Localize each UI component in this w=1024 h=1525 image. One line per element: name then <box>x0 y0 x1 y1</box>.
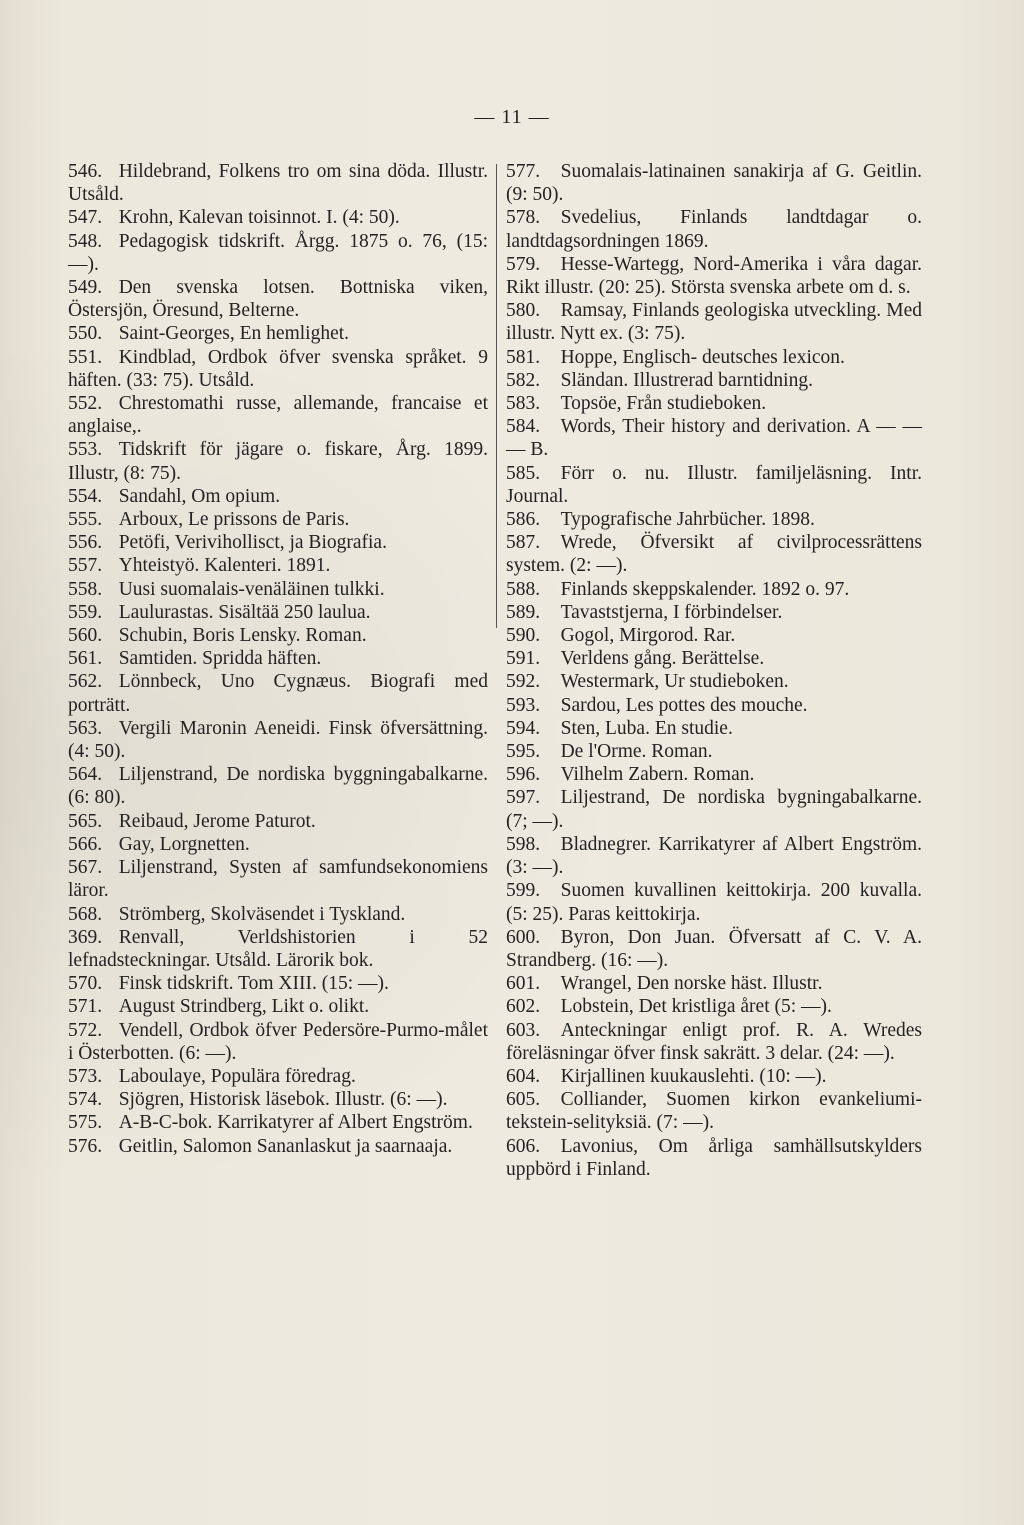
catalog-entry <box>68 670 488 716</box>
entry-number: 605. <box>506 1089 541 1111</box>
entry-text: Krohn, Kalevan toisinnot. I. (4: 50). <box>118 207 400 229</box>
catalog-entry <box>506 1019 922 1065</box>
entry-number: 553. <box>68 439 103 461</box>
entry-text: Reibaud, Jerome Paturot. <box>118 810 316 832</box>
catalog-entry <box>68 1019 488 1065</box>
entry-text: Vendell, Ordbok öfver Pedersöre-Purmo-målet i Österbotten. (6: —). <box>68 1019 488 1064</box>
catalog-entry <box>506 717 922 740</box>
entry-text: Vergili Maronin Aeneidi. Finsk öfversättning. (4: 50). <box>68 717 488 763</box>
entry-number: 556. <box>68 532 103 554</box>
catalog-entry <box>506 160 922 206</box>
entry-number: 581. <box>506 346 541 368</box>
entry-number: 601. <box>506 973 541 995</box>
entry-number: 582. <box>506 369 541 391</box>
entry-text: Byron, Don Juan. Öfversatt af C. V. A. Strandberg. (16: —). <box>506 926 922 971</box>
catalog-entry <box>506 253 922 299</box>
catalog-entry <box>506 1088 922 1134</box>
catalog-entry <box>68 346 488 392</box>
entry-number: 585. <box>506 462 541 484</box>
entry-text: Anteckningar enligt prof. R. A. Wredes föreläsningar öfver finsk sakrätt. 3 delar. (24: —). <box>506 1019 922 1064</box>
entry-text: Yhteistyö. Kalenteri. 1891. <box>118 555 331 577</box>
entry-number: 592. <box>506 671 541 693</box>
entry-text: Words, Their history and derivation. A — — — B. <box>506 416 922 461</box>
entry-text: Westermark, Ur studieboken. <box>560 671 789 693</box>
entry-text: Finsk tidskrift. Tom XIII. (15: —). <box>118 973 389 995</box>
entry-text: Arboux, Le prissons de Paris. <box>118 509 350 531</box>
catalog-entry <box>68 972 488 995</box>
catalog-entry <box>506 1065 922 1088</box>
right-column <box>506 160 922 1181</box>
entry-text: Liljenstrand, De nordiska byggningabalkarne. (6: 80). <box>68 764 488 809</box>
entry-number: 561. <box>68 648 103 670</box>
catalog-entry <box>506 972 922 995</box>
entry-number: 548. <box>68 230 103 252</box>
catalog-entry <box>68 578 488 601</box>
catalog-entry <box>506 299 922 345</box>
entry-number: 552. <box>68 393 103 415</box>
entry-text: Sjögren, Historisk läsebok. Illustr. (6: —). <box>118 1089 448 1111</box>
entry-number: 588. <box>506 578 541 600</box>
entry-number: 602. <box>506 996 541 1018</box>
entry-number: 574. <box>68 1089 103 1111</box>
entry-text: Hoppe, Englisch- deutsches lexicon. <box>560 346 845 368</box>
catalog-entry <box>68 206 488 229</box>
catalog-entry <box>506 392 922 415</box>
entry-number: 578. <box>506 207 541 229</box>
entry-number: 570. <box>68 973 103 995</box>
catalog-entry <box>506 763 922 786</box>
entry-number: 549. <box>68 277 103 299</box>
entry-text: Suomen kuvallinen keittokirja. 200 kuvalla. (5: 25). Paras keittokirja. <box>506 880 922 925</box>
entry-text: Saint-Georges, En hemlighet. <box>118 323 350 345</box>
entry-number: 555. <box>68 509 103 531</box>
entry-number: 554. <box>68 485 103 507</box>
entry-number: 576. <box>68 1135 103 1157</box>
entry-number: 586. <box>506 509 541 531</box>
catalog-entry <box>68 601 488 624</box>
entry-number: 597. <box>506 787 541 809</box>
entry-number: 572. <box>68 1019 103 1041</box>
entry-number: 579. <box>506 253 541 275</box>
entry-number: 566. <box>68 833 103 855</box>
catalog-entry <box>68 276 488 322</box>
entry-text: Samtiden. Spridda häften. <box>118 648 322 670</box>
entry-text: Lavonius, Om årliga samhällsutskylders uppbörd i Finland. <box>506 1135 922 1180</box>
entry-text: Förr o. nu. Illustr. familjeläsning. Intr. Journal. <box>506 462 922 507</box>
entry-number: 568. <box>68 903 103 925</box>
catalog-entry <box>68 392 488 438</box>
entry-text: Typografische Jahrbücher. 1898. <box>560 509 815 531</box>
catalog-entry <box>506 670 922 693</box>
catalog-entry <box>68 322 488 345</box>
entry-text: Gay, Lorgnetten. <box>118 833 250 855</box>
entry-text: Finlands skeppskalender. 1892 o. 97. <box>560 578 850 600</box>
entry-text: Schubin, Boris Lensky. Roman. <box>118 625 367 647</box>
entry-text: Sandahl, Om opium. <box>118 485 281 507</box>
entry-text: Liljenstrand, Systen af samfundsekonomiens läror. <box>68 857 488 902</box>
entry-text: Sten, Luba. En studie. <box>560 717 733 739</box>
entry-number: 547. <box>68 207 103 229</box>
entry-number: 589. <box>506 601 541 623</box>
entry-number: 546. <box>68 161 103 182</box>
entry-number: 595. <box>506 741 541 763</box>
entry-number: 559. <box>68 601 103 623</box>
entry-text: Suomalais-latinainen sanakirja af G. Geitlin. (9: 50). <box>506 161 922 206</box>
entry-text: Laboulaye, Populära föredrag. <box>118 1065 356 1087</box>
entry-number: 563. <box>68 717 103 739</box>
page-number: — 11 — <box>474 106 550 128</box>
entry-number: 599. <box>506 880 541 902</box>
catalog-entry <box>506 740 922 763</box>
entry-number: 590. <box>506 625 541 647</box>
entry-text: Hildebrand, Folkens tro om sina döda. Illustr. Utsåld. <box>68 161 488 206</box>
catalog-entry <box>68 1135 488 1158</box>
entry-text: Laulurastas. Sisältää 250 laulua. <box>118 601 371 623</box>
entry-number: 558. <box>68 578 103 600</box>
entry-text: Kindblad, Ordbok öfver svenska språket. 9 häften. (33: 75). Utsåld. <box>68 346 488 391</box>
entry-text: Den svenska lotsen. Bottniska viken, Östersjön, Öresund, Belterne. <box>68 277 488 322</box>
entry-text: Geitlin, Salomon Sananlaskut ja saarnaaja. <box>118 1135 453 1157</box>
catalog-entry <box>68 763 488 809</box>
entry-text: A-B-C-bok. Karrikatyrer af Albert Engström. <box>118 1112 473 1134</box>
entry-text: De l'Orme. Roman. <box>560 741 713 763</box>
catalog-entry <box>68 1111 488 1134</box>
entry-number: 593. <box>506 694 541 716</box>
entry-text: Verldens gång. Berättelse. <box>560 648 765 670</box>
entry-text: Lönnbeck, Uno Cygnæus. Biografi med porträtt. <box>68 671 488 716</box>
catalog-entry <box>506 995 922 1018</box>
entry-number: 583. <box>506 393 541 415</box>
entry-number: 550. <box>68 323 103 345</box>
entry-text: Pedagogisk tidskrift. Årgg. 1875 o. 76, (15: —). <box>68 230 488 275</box>
catalog-entry <box>506 369 922 392</box>
catalog-entry <box>68 995 488 1018</box>
entry-text: Tidskrift för jägare o. fiskare, Årg. 1899. Illustr, (8: 75). <box>68 439 488 484</box>
entry-number: 551. <box>68 346 103 368</box>
entry-number: 584. <box>506 416 541 438</box>
catalog-entry <box>68 554 488 577</box>
catalog-entry <box>506 206 922 252</box>
catalog-entry <box>506 415 922 461</box>
catalog-entry <box>68 508 488 531</box>
catalog-entry <box>506 531 922 577</box>
entry-text: Hesse-Wartegg, Nord-Amerika i våra dagar. Rikt illustr. (20: 25). Största svenska arbete om d. s. <box>506 253 922 299</box>
entry-number: 565. <box>68 810 103 832</box>
entry-text: Uusi suomalais-venäläinen tulkki. <box>118 578 385 600</box>
entry-text: Svedelius, Finlands landtdagar o. landtdagsordningen 1869. <box>506 207 922 252</box>
catalog-entry <box>68 1065 488 1088</box>
entry-text: Wrede, Öfversikt af civilprocessrättens system. (2: —). <box>506 532 922 577</box>
left-column <box>68 160 488 1158</box>
entry-text: Sländan. Illustrerad barntidning. <box>560 369 813 391</box>
entry-number: 575. <box>68 1112 103 1134</box>
catalog-entry <box>68 485 488 508</box>
catalog-entry <box>68 230 488 276</box>
catalog-entry <box>506 879 922 925</box>
entry-text: Gogol, Mirgorod. Rar. <box>560 625 736 647</box>
catalog-entry <box>68 531 488 554</box>
entry-number: 564. <box>68 764 103 786</box>
entry-number: 571. <box>68 996 103 1018</box>
entry-number: 573. <box>68 1065 103 1087</box>
catalog-entry <box>506 601 922 624</box>
catalog-entry <box>68 903 488 926</box>
catalog-entry <box>68 1088 488 1111</box>
column-divider <box>496 164 497 628</box>
entry-number: 587. <box>506 532 541 554</box>
entry-text: Kirjallinen kuukauslehti. (10: —). <box>560 1065 827 1087</box>
entry-text: Wrangel, Den norske häst. Illustr. <box>560 973 823 995</box>
catalog-entry <box>506 462 922 508</box>
entry-number: 598. <box>506 833 541 855</box>
entry-number: 580. <box>506 300 541 322</box>
entry-number: 600. <box>506 926 541 948</box>
catalog-entry <box>506 624 922 647</box>
entry-text: Renvall, Verldshistorien i 52 lefnadsteckningar. Utsåld. Lärorik bok. <box>68 926 488 971</box>
catalog-entry <box>68 647 488 670</box>
catalog-entry <box>68 856 488 902</box>
entry-number: 560. <box>68 625 103 647</box>
catalog-entry <box>506 786 922 832</box>
catalog-entry <box>506 578 922 601</box>
entry-text: Tavaststjerna, I förbindelser. <box>560 601 783 623</box>
entry-text: Vilhelm Zabern. Roman. <box>560 764 755 786</box>
entry-number: 594. <box>506 717 541 739</box>
catalog-entry <box>506 694 922 717</box>
catalog-entry <box>68 717 488 763</box>
entry-number: 596. <box>506 764 541 786</box>
entry-number: 557. <box>68 555 103 577</box>
entry-text: Liljestrand, De nordiska bygningabalkarne. (7; —). <box>506 787 922 832</box>
entry-number: 606. <box>506 1135 541 1157</box>
entry-number: 562. <box>68 671 103 693</box>
catalog-entry <box>68 833 488 856</box>
entry-number: 604. <box>506 1065 541 1087</box>
entry-text: August Strindberg, Likt o. olikt. <box>118 996 370 1018</box>
entry-text: Colliander, Suomen kirkon evankeliumi- tekstein-selityksiä. (7: —). <box>506 1089 922 1134</box>
entry-text: Petöfi, Verivihollisct, ja Biografia. <box>118 532 387 554</box>
catalog-entry <box>68 810 488 833</box>
catalog-entry <box>68 160 488 206</box>
catalog-entry <box>68 438 488 484</box>
entry-text: Bladnegrer. Karrikatyrer af Albert Engström. (3: —). <box>506 833 922 879</box>
catalog-entry <box>506 647 922 670</box>
catalog-entry <box>506 926 922 972</box>
catalog-entry <box>68 624 488 647</box>
entry-number: 591. <box>506 648 541 670</box>
catalog-entry <box>506 346 922 369</box>
catalog-entry <box>506 1135 922 1181</box>
entry-number: 567. <box>68 857 103 879</box>
entry-text: Ramsay, Finlands geologiska utveckling. Med illustr. Nytt ex. (3: 75). <box>506 300 922 345</box>
catalog-entry <box>506 508 922 531</box>
entry-text: Lobstein, Det kristliga året (5: —). <box>560 996 832 1018</box>
entry-text: Sardou, Les pottes des mouche. <box>560 694 808 716</box>
entry-number: 603. <box>506 1019 541 1041</box>
catalog-entry <box>506 833 922 879</box>
entry-number: 577. <box>506 161 541 182</box>
entry-text: Chrestomathi russe, allemande, francaise et anglaise,. <box>68 393 488 438</box>
entry-text: Topsöe, Från studieboken. <box>560 393 767 415</box>
catalog-entry <box>68 926 488 972</box>
entry-number: 369. <box>68 926 103 948</box>
entry-text: Strömberg, Skolväsendet i Tyskland. <box>118 903 406 925</box>
